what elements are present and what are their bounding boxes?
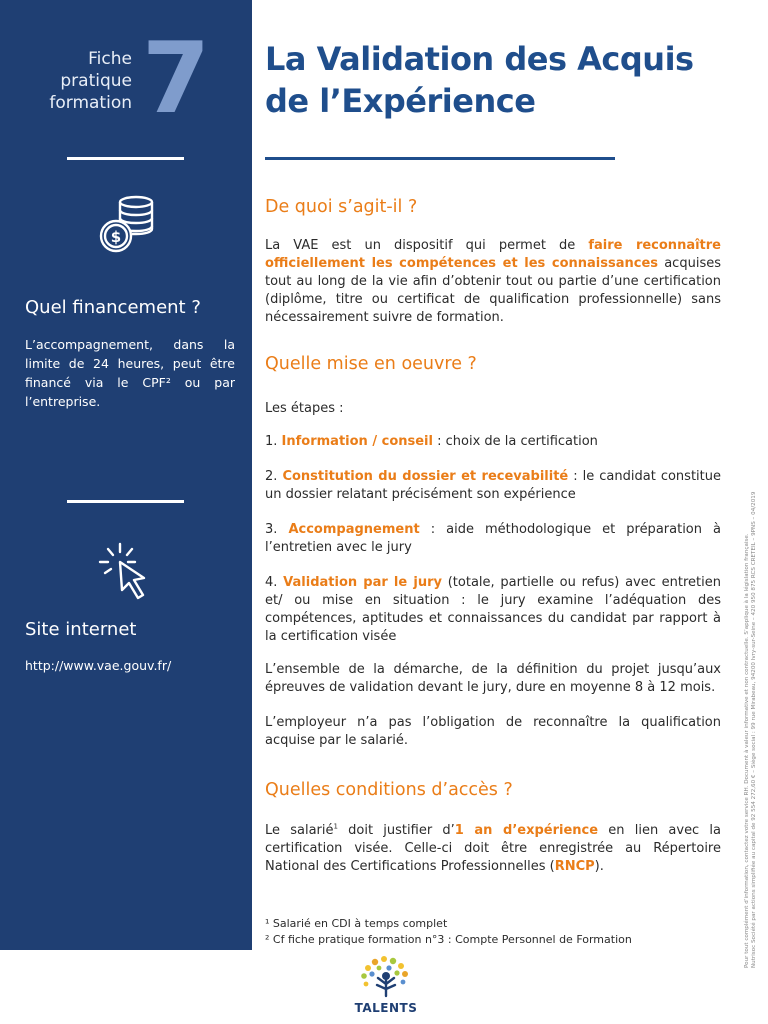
step-title: Constitution du dossier et recevabilité — [282, 469, 569, 484]
section-heading-mise: Quelle mise en oeuvre ? — [265, 354, 477, 374]
list-item — [265, 574, 721, 646]
fiche-label-line: formation — [49, 93, 132, 113]
conditions-text: doit justifier d’ — [337, 823, 455, 838]
section-heading-conditions: Quelles conditions d’accès ? — [265, 780, 513, 800]
sidebar-divider — [67, 157, 184, 160]
site-url-link[interactable]: http://www.vae.gouv.fr/ — [25, 658, 172, 673]
step-text: : choix de la certification — [432, 434, 598, 449]
step-number: 2. — [265, 469, 278, 484]
step-text: (totale, partielle ou refus) avec entretien et/ ou mise en situation : le jury examine l’adéquation des compétences, aptitudes et connaissances du candidat par rapport à la certification visée — [265, 575, 721, 644]
quoi-paragraph — [265, 237, 721, 327]
step-title: Validation par le jury — [283, 575, 442, 590]
conditions-text: ). — [594, 859, 604, 874]
quoi-text: La VAE est un dispositif qui permet de — [265, 238, 589, 253]
page-title-line: de l’Expérience — [265, 82, 536, 120]
step-text: : aide méthodologique et préparation à l’entretien avec le jury — [265, 522, 721, 555]
step-number: 1. — [265, 434, 278, 449]
step-title: Information / conseil — [281, 434, 433, 449]
page-title — [265, 38, 735, 122]
list-item — [265, 433, 721, 451]
quoi-text: acquises tout au long de la vie afin d’obtenir tout ou partie d’une certification (diplôme, titre ou certificat de qualification professionnelle) sans nécessairement suivre de formation. — [265, 256, 721, 325]
footnotes — [265, 916, 721, 948]
site-heading: Site internet — [25, 619, 137, 640]
conditions-text: en lien avec la certification visée. Celle-ci doit être enregistrée au Répertoire National des Certifications Professionnelles ( — [265, 823, 721, 874]
conditions-highlight: RNCP — [554, 859, 595, 874]
fiche-label-line: pratique — [60, 71, 132, 91]
footnote-ref: 1 — [333, 822, 338, 831]
financement-text: L’accompagnement, dans la limite de 24 heures, peut être financé via le CPF² ou par l’entreprise. — [25, 337, 235, 409]
step-text: : le candidat constitue un dossier relatant précisément son expérience — [265, 469, 721, 502]
legal-line: Pour tout complément d’information, contactez votre service RH. Document à valeur informative et non contractuelle. S’applique à la législation française. — [744, 533, 750, 968]
legal-line: Nutrisoc Société par actions simplifiée au capital de 92 554 272,60 € – Siège social : 99 rue Mirabeau, 94200 Ivry-sur-Seine – 420 950 875 RCS CRETEIL – 9PNS – 04/2019 — [751, 491, 757, 968]
conditions-highlight: 1 an d’expérience — [454, 823, 599, 838]
step-title: Accompagnement — [288, 522, 420, 537]
footnote: ² Cf fiche pratique formation n°3 : Compte Personnel de Formation — [265, 933, 632, 946]
svg-text:$: $ — [110, 228, 122, 246]
page-title-line: La Validation des Acquis — [265, 40, 694, 78]
sidebar-divider — [67, 500, 184, 503]
section-heading-quoi: De quoi s’agit-il ? — [265, 197, 418, 217]
fiche-number: 7 — [142, 22, 211, 136]
financement-heading: Quel financement ? — [25, 297, 201, 318]
fiche-label — [0, 48, 132, 114]
fiche-label-line: Fiche — [88, 49, 132, 69]
list-item — [265, 468, 721, 504]
step-number: 3. — [265, 522, 278, 537]
conditions-text: Le salarié — [265, 823, 334, 838]
duration-paragraph: L’ensemble de la démarche, de la définition du projet jusqu’aux épreuves de validation devant le jury, dure en moyenne 8 à 12 mois. — [265, 662, 721, 695]
sidebar — [0, 0, 252, 950]
employer-paragraph: L’employeur n’a pas l’obligation de reconnaître la qualification acquise par le salarié. — [265, 715, 721, 748]
mise-intro: Les étapes : — [265, 401, 344, 416]
title-divider — [265, 157, 615, 160]
coins-dollar-icon — [96, 192, 158, 254]
conditions-paragraph — [265, 822, 721, 876]
quoi-highlight: faire reconnaître officiellement les compétences et les connaissances — [265, 238, 721, 271]
legal-notice — [744, 448, 758, 968]
cursor-click-icon — [96, 540, 160, 604]
talents-logo-text: TALENTS — [354, 1001, 418, 1015]
footnote: ¹ Salarié en CDI à temps complet — [265, 917, 448, 930]
list-item — [265, 521, 721, 557]
step-number: 4. — [265, 575, 278, 590]
